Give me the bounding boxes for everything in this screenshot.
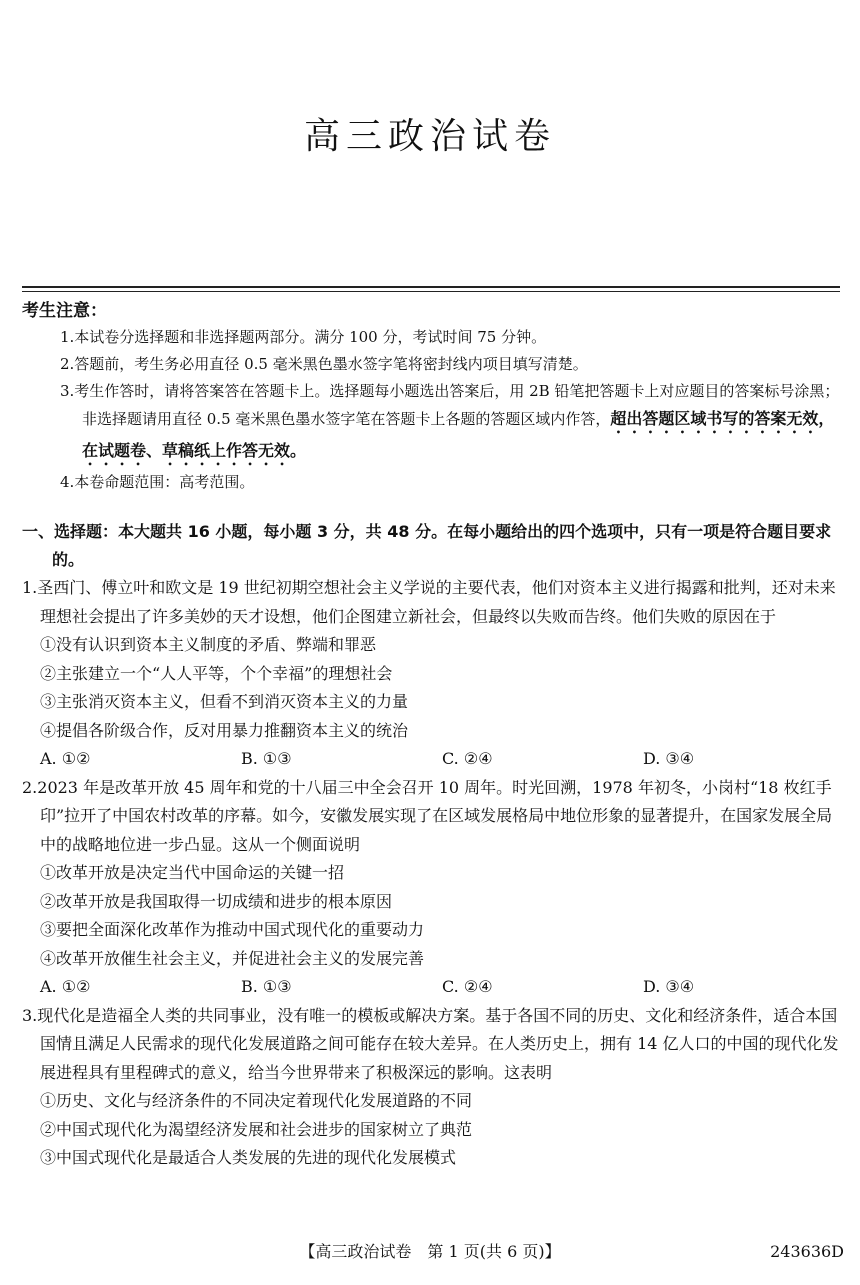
question-option: ③要把全面深化改革作为推动中国式现代化的重要动力	[40, 920, 425, 939]
notice-item: 1.本试卷分选择题和非选择题两部分。满分 100 分，考试时间 75 分钟。	[60, 328, 547, 346]
choice-b: B. ①③	[241, 977, 292, 996]
choice-a: A. ①②	[40, 749, 91, 768]
notice-emphasis: 超出答题区域书写的答案无效，在试题卷、草稿纸上作答无效。	[82, 409, 835, 460]
question-3	[22, 1002, 844, 1173]
question-option: ①没有认识到资本主义制度的矛盾、弊端和罪恶	[40, 635, 377, 654]
question-1	[22, 574, 844, 774]
notice-item	[22, 378, 844, 469]
page-footer: 【高三政治试卷 第 1 页(共 6 页)】	[299, 1242, 561, 1261]
choice-b: B. ①③	[241, 749, 292, 768]
choice-a: A. ①②	[40, 977, 91, 996]
question-option: ④提倡各阶级合作，反对用暴力推翻资本主义的统治	[40, 720, 409, 740]
question-2	[22, 774, 844, 1002]
question-option: ①改革开放是决定当代中国命运的关键一招	[40, 863, 345, 882]
question-option: ④改革开放催生社会主义，并促进社会主义的发展完善	[40, 948, 425, 968]
question-option: ②主张建立一个“人人平等，个个幸福”的理想社会	[40, 663, 393, 683]
section-multiple-choice	[22, 518, 844, 1173]
paper-code: 243636D	[770, 1242, 844, 1261]
question-option: ③中国式现代化是最适合人类发展的先进的现代化发展模式	[40, 1148, 457, 1167]
question-option: ②改革开放是我国取得一切成绩和进步的根本原因	[40, 891, 393, 911]
header-divider-thin	[22, 291, 840, 292]
notice-item-text: 3.考生作答时，请将答案答在答题卡上。选择题每小题选出答案后，用 2B 铅笔把答题卡上对应题目的答案标号涂黑；非选择题请用直径 0.5 毫米黑色墨水签字笔在答题卡上各题的答题区域内作答，	[60, 382, 840, 428]
question-option: ③主张消灭资本主义，但看不到消灭资本主义的力量	[40, 692, 409, 711]
choice-d: D. ③④	[643, 749, 695, 768]
answer-choices	[22, 973, 844, 1002]
question-option: ②中国式现代化为渴望经济发展和社会进步的国家树立了典范	[40, 1119, 473, 1139]
notice-item: 4.本卷命题范围：高考范围。	[60, 473, 255, 491]
choice-d: D. ③④	[643, 977, 695, 996]
choice-c: C. ②④	[442, 977, 493, 996]
header-divider	[22, 286, 840, 288]
choice-c: C. ②④	[442, 749, 493, 768]
candidate-notice	[22, 298, 844, 496]
answer-choices	[22, 745, 844, 774]
question-option: ①历史、文化与经济条件的不同决定着现代化发展道路的不同	[40, 1091, 473, 1110]
notice-item: 2.答题前，考生务必用直径 0.5 毫米黑色墨水签字笔将密封线内项目填写清楚。	[60, 355, 588, 373]
section-heading: 一、选择题：本大题共 16 小题，每小题 3 分，共 48 分。在每小题给出的四个选项中，只有一项是符合题目要求的。	[22, 522, 832, 569]
page-title: 高三政治试卷	[303, 116, 556, 157]
question-stem: 3.现代化是造福全人类的共同事业，没有唯一的模板或解决方案。基于各国不同的历史、文化和经济条件，适合本国国情且满足人民需求的现代化发展道路之间可能存在较大差异。在人类历史上，拥有 14 亿人口的中国的现代化发展进程具有里程碑式的意义，给当今世界带来了积极深远的影响。这表明	[22, 1005, 839, 1082]
notice-heading: 考生注意：	[22, 301, 107, 321]
question-stem: 2.2023 年是改革开放 45 周年和党的十八届三中全会召开 10 周年。时光回溯，1978 年初冬，小岗村“18 枚红手印”拉开了中国农村改革的序幕。如今，安徽发展实现了在区域发展格局中地位形象的显著提升，在国家发展全局中的战略地位进一步凸显。这从一个侧面说明	[22, 777, 833, 854]
question-stem: 1.圣西门、傅立叶和欧文是 19 世纪初期空想社会主义学说的主要代表，他们对资本主义进行揭露和批判，还对未来理想社会提出了许多美妙的天才设想，他们企图建立新社会，但最终以失败而告终。他们失败的原因在于	[22, 578, 836, 626]
